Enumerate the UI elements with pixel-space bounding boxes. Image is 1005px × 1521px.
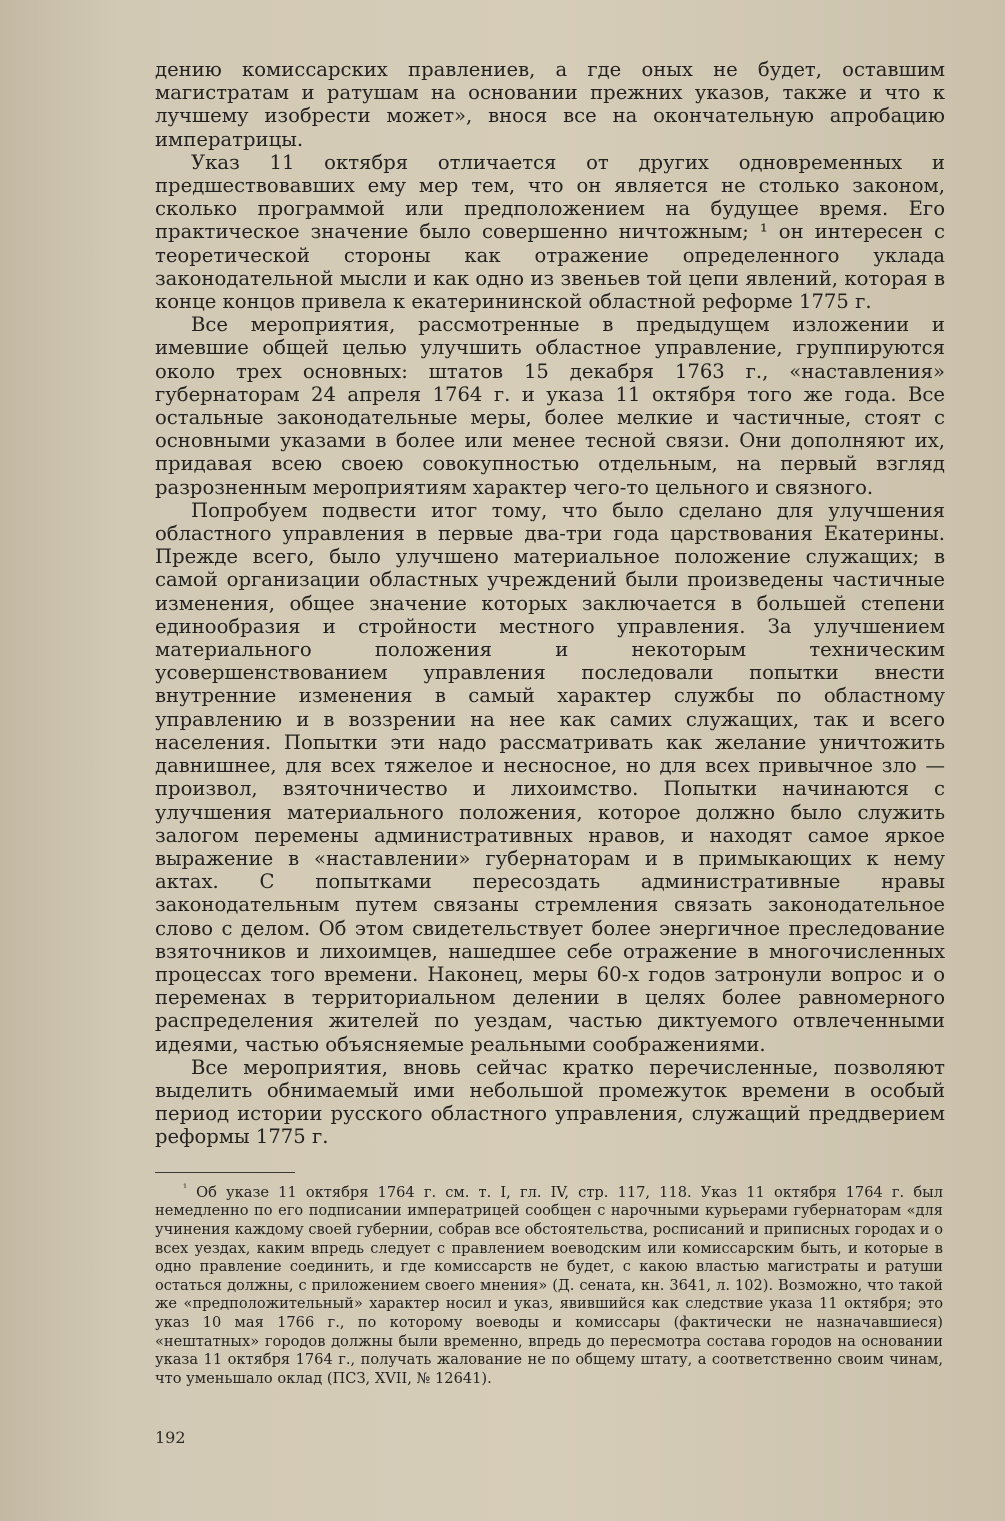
paragraph: Все мероприятия, рассмотренные в предыдущем изложении и имевшие общей целью улучшить областное управление, группируются около трех основных: штатов 15 декабря 1763 г., «наставления» губернаторам 24 апреля 1764 г. и указа 11 октября того же года. Все остальные законодательные меры, более мелкие и частичные, стоят с основными указами в более или менее тесной связи. Они дополняют их, придавая всею своею совокупностью отдельным, на первый взгляд разрозненным мероприятиям характер чего-то цельного и связного. [155,313,945,499]
footnote-marker: ¹ [183,1183,188,1194]
paragraph: Все мероприятия, вновь сейчас кратко перечисленные, позволяют выделить обнимаемый ими небольшой промежуток времени в особый период истории русского областного управления, служащий преддверием реформы 1775 г. [155,1055,945,1149]
footnote-text: Об указе 11 октября 1764 г. см. т. I, гл. IV, стр. 117, 118. Указ 11 октября 1764 г. был немедленно по его подписании императрицей сообщен с нарочными курьерами губернаторам «для учинения каждому своей губернии, собрав все обстоятельства, росписаний и приписных городах и о всех уездах, каким впредь следует с правлением воеводским или комиссарским быть, и которые в одно правление соединить, и где комиссарств не будет, с какою властью магистраты и ратуши остаться должны, с приложением своего мнения» (Д. сената, кн. 3641, л. 102). Возможно, что такой же «предположительный» характер носил и указ, явившийся как следствие указа 11 октября; это указ 10 мая 1766 г., по которому воеводы и комиссары (фактически не назначавшиеся) «нештатных» городов должны были временно, впредь до пересмотра состава городов на основании указа 11 октября 1764 г., получать жалование не по общему штату, а соответственно своим чинам, что уменьшало оклад (ПСЗ, XVII, № 12641). [155,1183,943,1387]
paragraph-continuation: дению комиссарских правлениев, а где оных не будет, оставшим магистратам и ратушам на основании прежних указов, также и что к лучшему изобрести может», внося все на окончательную апробацию императрицы. [155,58,945,151]
main-text [155,58,945,1149]
paragraph: Указ 11 октября отличается от других одновременных и предшествовавших ему мер тем, что он является не столько законом, сколько программой или предположением на будущее время. Его практическое значение было совершенно ничтожным; ¹ он интересен с теоретической стороны как отражение определенного уклада законодательной мысли и как одно из звеньев той цепи явлений, которая в конце концов привела к екатерининской областной реформе 1775 г. [155,150,945,314]
paragraph: Попробуем подвести итог тому, что было сделано для улучшения областного управления в первые два-три года царствования Екатерины. Прежде всего, было улучшено материальное положение служащих; в самой организации областных учреждений были произведены частичные изменения, общее значение которых заключается в большей степени единообразия и стройности местного управления. За улучшением материального положения и некоторым техническим усовершенствованием управления последовали попытки внести внутренние изменения в самый характер службы по областному управлению и в воззрении на нее как самих служащих, так и всего населения. Попытки эти надо рассматривать как желание уничтожить давнишнее, для всех тяжелое и несносное, но для всех привычное зло — произвол, взяточничество и лихоимство. Попытки начинаются с улучшения материального положения, которое должно было служить залогом перемены административных нравов, и находят самое яркое выражение в «наставлении» губернаторам и в примыкающих к нему актах. С попытками пересоздать административные нравы законодательным путем связаны стремления связать законодательное слово с делом. Об этом свидетельствует более энергичное преследование взяточников и лихоимцев, нашедшее себе отражение в многочисленных процессах того времени. Наконец, меры 60-х годов затронули вопрос и о переменах в территориальном делении в целях более равномерного распределения жителей по уездам, частью диктуемого отвлеченными идеями, частью объясняемые реальными соображениями. [155,498,945,1056]
page-number: 192 [155,1428,186,1447]
footnote [155,1180,943,1388]
footnote-divider [155,1172,295,1173]
